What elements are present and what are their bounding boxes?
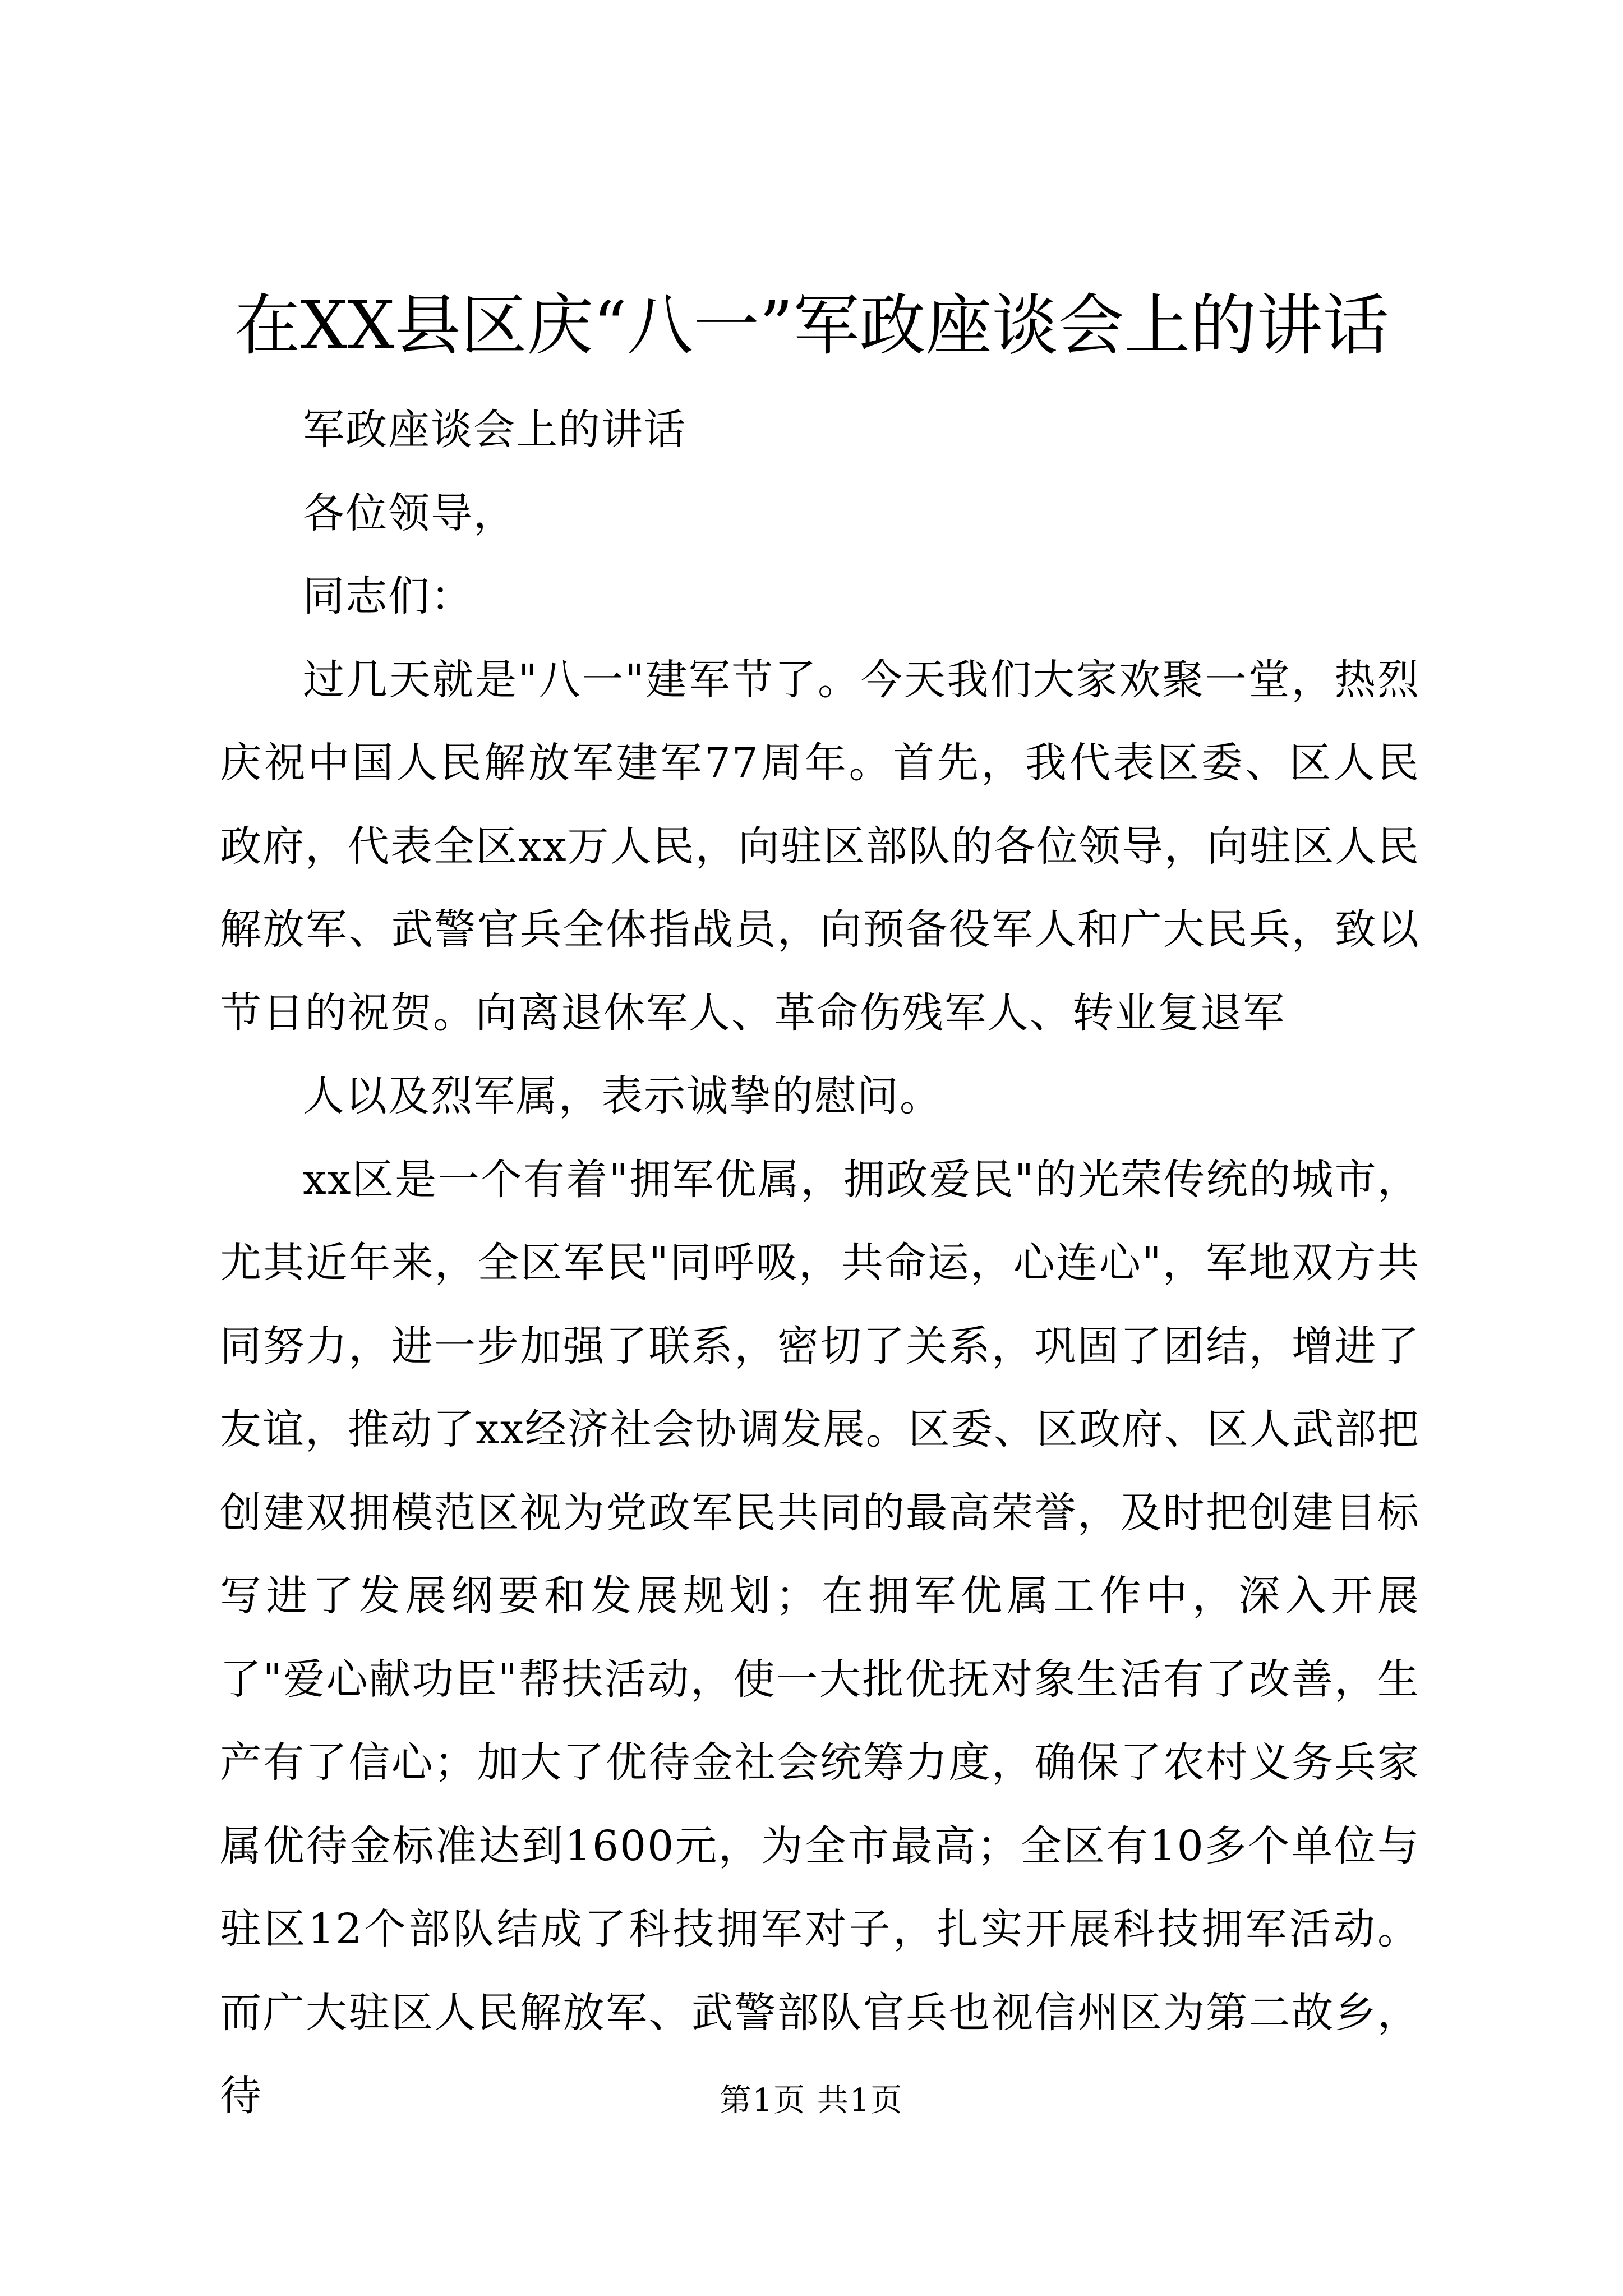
- paragraph-condolence: 人以及烈军属，表示诚挚的慰问。: [303, 1072, 942, 1120]
- document-body: [220, 388, 1420, 2138]
- paragraph-achievements: xx区是一个有着"拥军优属，拥政爱民"的光荣传统的城市，尤其近年来，全区军民"同呼吸，共命运，心连心"，军地双方共同努力，进一步加强了联系，密切了关系，巩固了团结，增进了友谊，推动了xx经济社会协调发展。区委、区政府、区人武部把创建双拥模范区视为党政军民共同的最高荣誉，及时把创建目标写进了发展纲要和发展规划；在拥军优属工作中，深入开展了"爱心献功臣"帮扶活动，使一大批优抚对象生活有了改善，生产有了信心；加大了优待金社会统筹力度，确保了农村义务兵家属优待金标准达到1600元，为全市最高；全区有10多个单位与驻区12个部队结成了科技拥军对子，扎实开展科技拥军活动。而广大驻区人民解放军、武警部队官兵也视信州区为第二故乡，待: [220, 1155, 1420, 2120]
- paragraph-salutation-comrades: 同志们：: [303, 572, 473, 620]
- paragraph-salutation-leaders: 各位领导，: [303, 489, 516, 537]
- paragraph-greeting: 过几天就是"八一"建军节了。今天我们大家欢聚一堂，热烈庆祝中国人民解放军建军77周年。首先，我代表区委、区人民政府，代表全区xx万人民，向驻区部队的各位领导，向驻区人民解放军、武警官兵全体指战员，向预备役军人和广大民兵，致以节日的祝贺。向离退休军人、革命伤残军人、转业复退军: [220, 655, 1420, 1037]
- page-footer: 第1页 共1页: [720, 2082, 903, 2119]
- paragraph-subtitle: 军政座谈会上的讲话: [303, 406, 686, 454]
- document-title: 在XX县区庆“八一”军政座谈会上的讲话: [234, 287, 1389, 364]
